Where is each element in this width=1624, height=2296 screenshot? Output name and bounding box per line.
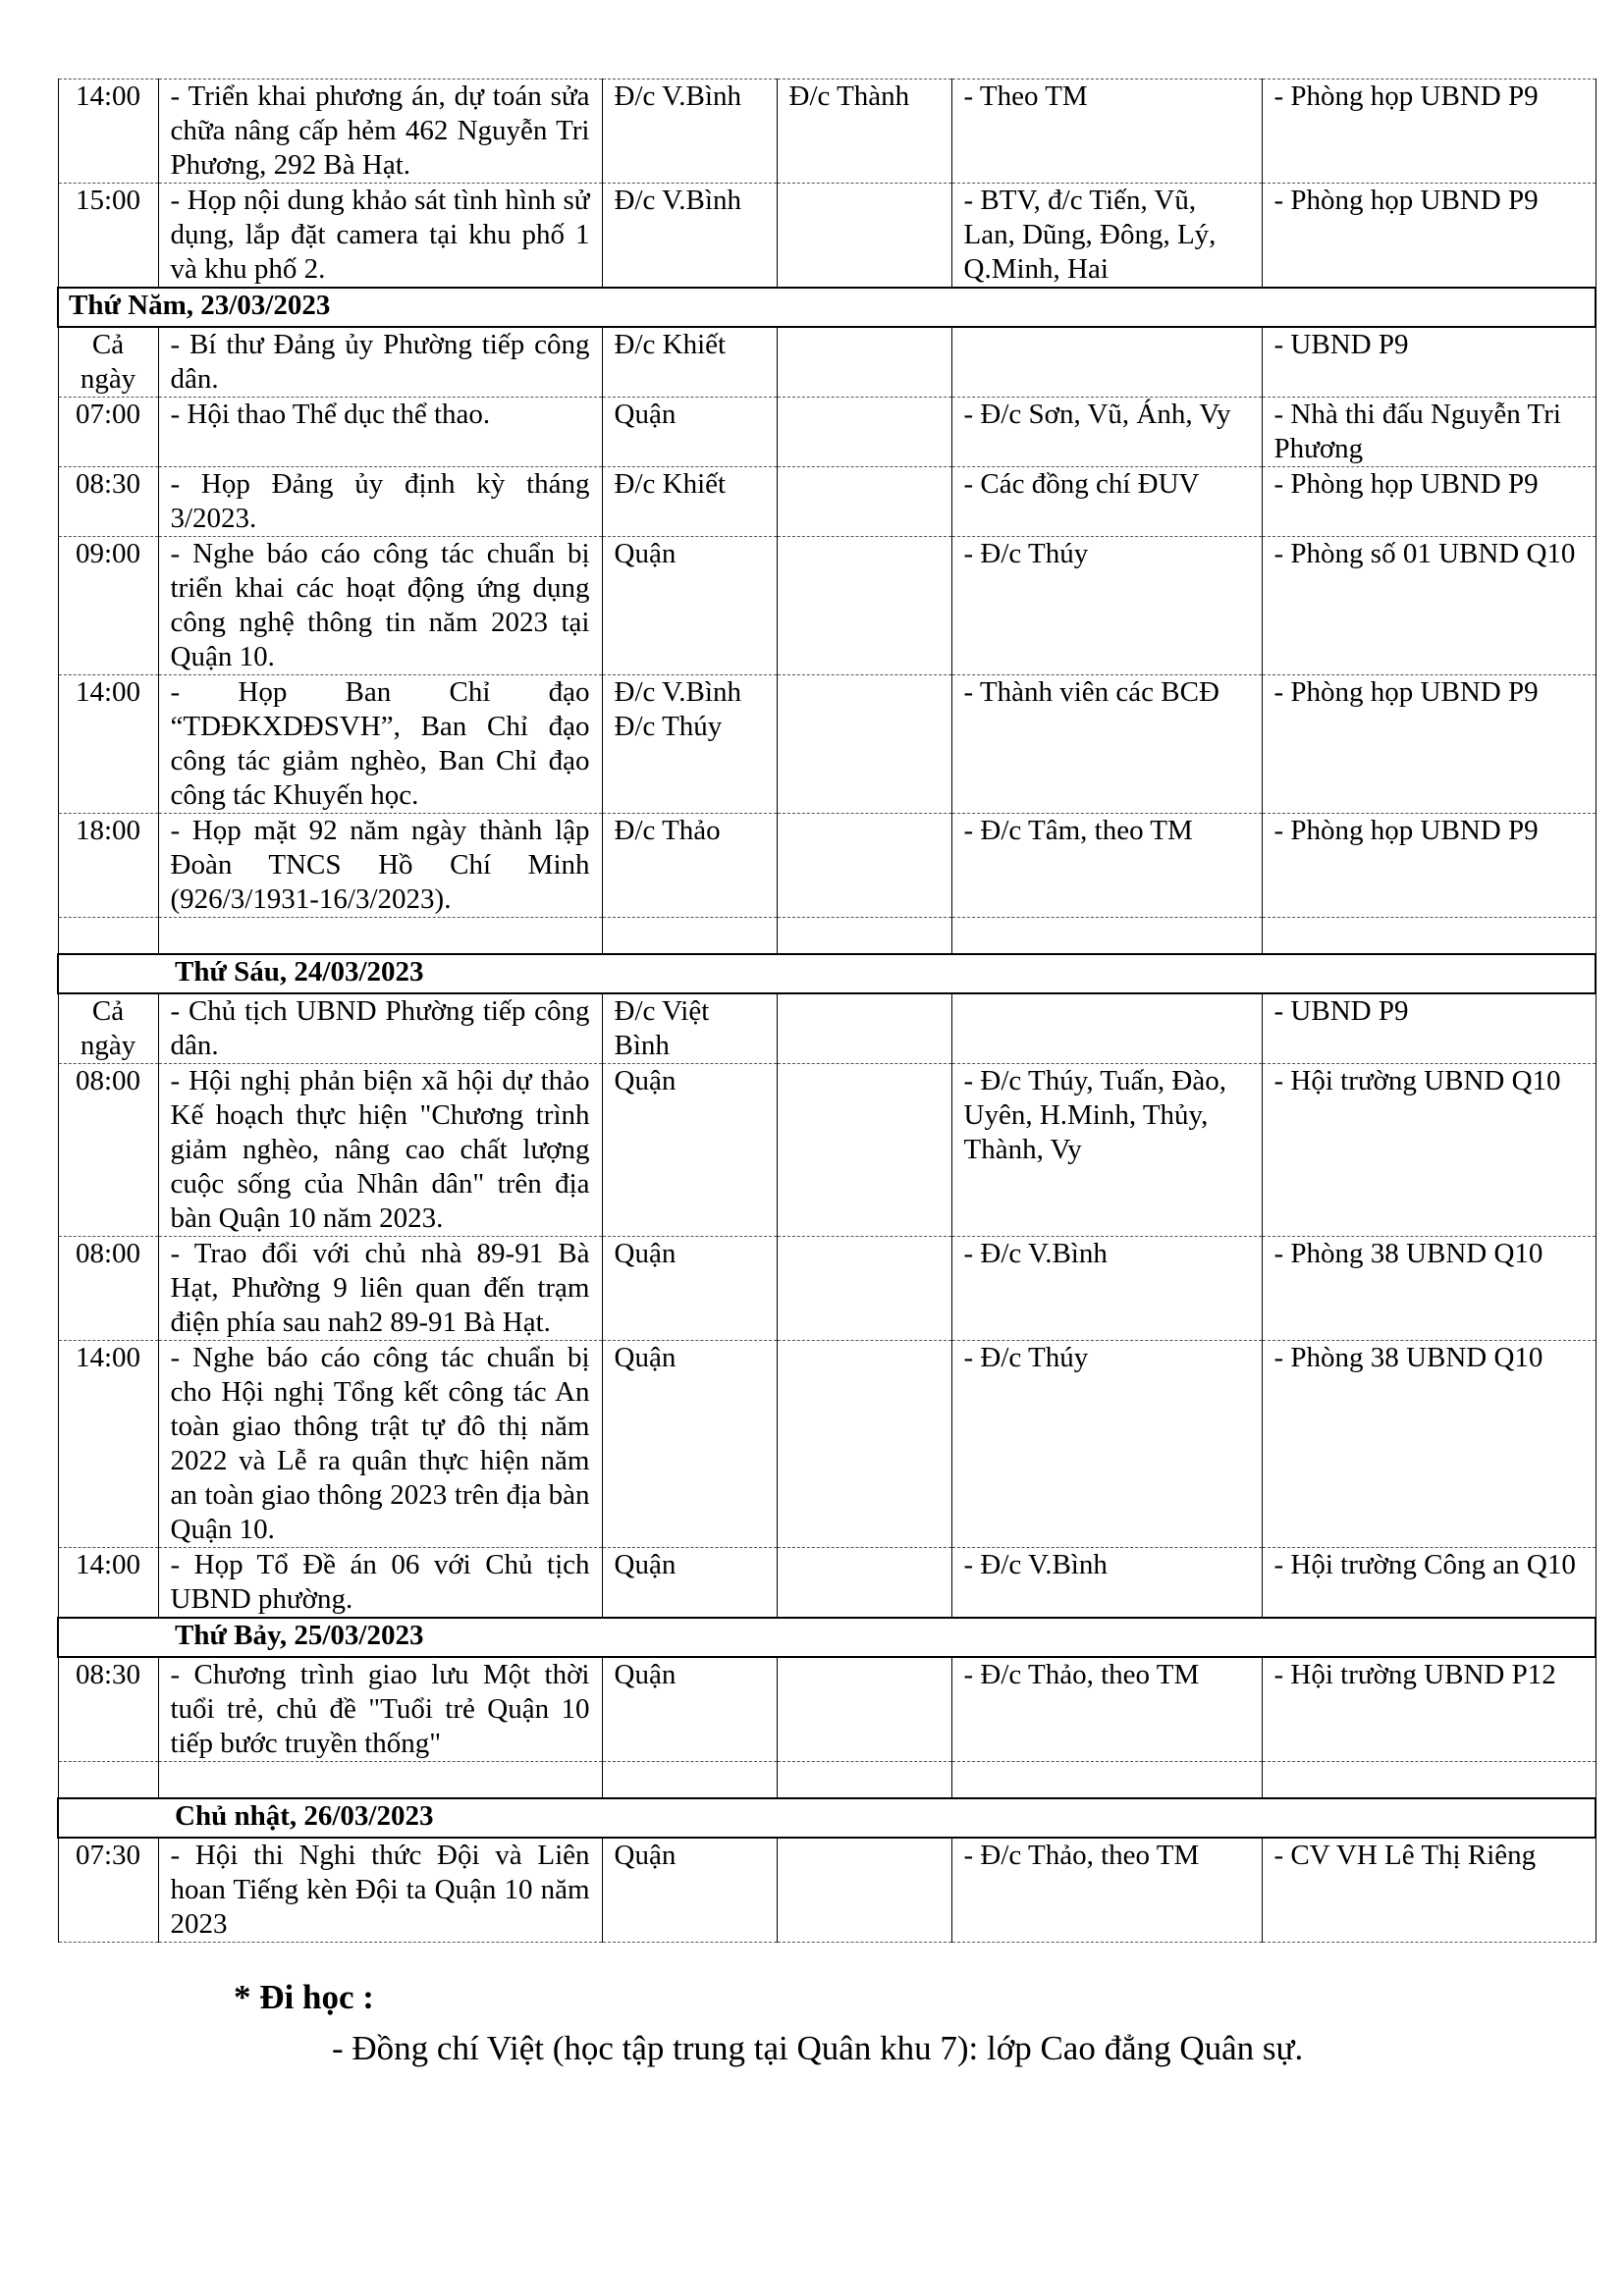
schedule-row	[58, 398, 1596, 467]
schedule-participants-cell: - Đ/c Thúy, Tuấn, Đào, Uyên, H.Minh, Thủy, Thành, Vy	[951, 1064, 1262, 1237]
schedule-time-cell: 08:30	[58, 467, 158, 537]
schedule-participants-cell: - BTV, đ/c Tiến, Vũ, Lan, Dũng, Đông, Lý, Q.Minh, Hai	[951, 184, 1262, 289]
schedule-participants-cell: - Đ/c V.Bình	[951, 1237, 1262, 1341]
schedule-lead-cell: Quận	[602, 1341, 777, 1548]
schedule-assist-cell	[777, 1657, 951, 1762]
schedule-content-cell: - Hội thao Thể dục thể thao.	[158, 398, 602, 467]
schedule-participants-cell: - Đ/c Thảo, theo TM	[951, 1657, 1262, 1762]
schedule-time-cell: 14:00	[58, 675, 158, 814]
schedule-assist-cell	[777, 993, 951, 1064]
schedule-location-cell: - Nhà thi đấu Nguyễn Tri Phương	[1262, 398, 1596, 467]
schedule-participants-cell: - Đ/c Sơn, Vũ, Ánh, Vy	[951, 398, 1262, 467]
schedule-content-cell: - Họp Đảng ủy định kỳ tháng 3/2023.	[158, 467, 602, 537]
schedule-assist-cell	[777, 1838, 951, 1943]
schedule-participants-cell: - Theo TM	[951, 80, 1262, 184]
schedule-assist-cell	[777, 398, 951, 467]
schedule-row	[58, 80, 1596, 184]
schedule-lead-cell: Đ/c V.Bình	[602, 184, 777, 289]
schedule-assist-cell: Đ/c Thành	[777, 80, 951, 184]
schedule-lead-cell: Đ/c Thảo	[602, 814, 777, 918]
schedule-participants-cell: - Đ/c V.Bình	[951, 1548, 1262, 1619]
schedule-location-cell: - Phòng họp UBND P9	[1262, 814, 1596, 918]
schedule-assist-cell	[777, 1548, 951, 1619]
schedule-lead-cell: Đ/c Việt Bình	[602, 993, 777, 1064]
schedule-time-cell: Cả ngày	[58, 327, 158, 398]
schedule-assist-cell	[777, 675, 951, 814]
schedule-participants-cell	[951, 993, 1262, 1064]
schedule-location-cell: - UBND P9	[1262, 327, 1596, 398]
schedule-assist-cell	[777, 918, 951, 955]
schedule-lead-cell: Quận	[602, 398, 777, 467]
schedule-table	[57, 79, 1597, 1943]
schedule-location-cell: - Phòng số 01 UBND Q10	[1262, 537, 1596, 675]
schedule-row	[58, 993, 1596, 1064]
schedule-participants-cell: - Đ/c Thúy	[951, 537, 1262, 675]
schedule-time-cell: 15:00	[58, 184, 158, 289]
schedule-content-cell: - Triển khai phương án, dự toán sửa chữa nâng cấp hẻm 462 Nguyễn Tri Phương, 292 Bà Hạt.	[158, 80, 602, 184]
schedule-location-cell: - Phòng 38 UBND Q10	[1262, 1237, 1596, 1341]
schedule-assist-cell	[777, 1341, 951, 1548]
schedule-lead-cell: Đ/c Khiết	[602, 467, 777, 537]
schedule-participants-cell	[951, 918, 1262, 955]
schedule-row	[58, 1657, 1596, 1762]
schedule-content-cell: - Bí thư Đảng ủy Phường tiếp công dân.	[158, 327, 602, 398]
blank-row	[58, 918, 1596, 955]
schedule-content-cell: - Họp nội dung khảo sát tình hình sử dụng, lắp đặt camera tại khu phố 1 và khu phố 2.	[158, 184, 602, 289]
schedule-location-cell: - Phòng họp UBND P9	[1262, 80, 1596, 184]
schedule-row	[58, 537, 1596, 675]
schedule-time-cell	[58, 1762, 158, 1799]
schedule-content-cell: - Nghe báo cáo công tác chuẩn bị cho Hội nghị Tổng kết công tác An toàn giao thông trật tự đô thị năm 2022 và Lễ ra quân thực hiện năm an toàn giao thông 2023 trên địa bàn Quận 10.	[158, 1341, 602, 1548]
schedule-location-cell: - Phòng họp UBND P9	[1262, 184, 1596, 289]
schedule-row	[58, 1341, 1596, 1548]
schedule-lead-cell: Quận	[602, 537, 777, 675]
schedule-content-cell: - Trao đổi với chủ nhà 89-91 Bà Hạt, Phường 9 liên quan đến trạm điện phía sau nah2 89-91 Bà Hạt.	[158, 1237, 602, 1341]
schedule-participants-cell: - Đ/c Tâm, theo TM	[951, 814, 1262, 918]
blank-row	[58, 1762, 1596, 1799]
schedule-content-cell: - Chủ tịch UBND Phường tiếp công dân.	[158, 993, 602, 1064]
schedule-location-cell: - UBND P9	[1262, 993, 1596, 1064]
schedule-content-cell: - Họp Ban Chỉ đạo “TDĐKXDĐSVH”, Ban Chỉ đạo công tác giảm nghèo, Ban Chỉ đạo công tác Khuyến học.	[158, 675, 602, 814]
schedule-lead-cell	[602, 1762, 777, 1799]
schedule-row	[58, 327, 1596, 398]
schedule-time-cell: 14:00	[58, 1341, 158, 1548]
schedule-location-cell: - Phòng 38 UBND Q10	[1262, 1341, 1596, 1548]
schedule-time-cell: 07:30	[58, 1838, 158, 1943]
day-title: Chủ nhật, 26/03/2023	[58, 1798, 1596, 1838]
schedule-row	[58, 1237, 1596, 1341]
schedule-time-cell: 14:00	[58, 80, 158, 184]
schedule-lead-cell: Quận	[602, 1657, 777, 1762]
schedule-content-cell: - Chương trình giao lưu Một thời tuổi trẻ, chủ đề "Tuổi trẻ Quận 10 tiếp bước truyền thống"	[158, 1657, 602, 1762]
schedule-time-cell: 18:00	[58, 814, 158, 918]
schedule-assist-cell	[777, 184, 951, 289]
schedule-content-cell: - Hội nghị phản biện xã hội dự thảo Kế hoạch thực hiện "Chương trình giảm nghèo, nâng cao chất lượng cuộc sống của Nhân dân" trên địa bàn Quận 10 năm 2023.	[158, 1064, 602, 1237]
schedule-time-cell: 08:30	[58, 1657, 158, 1762]
schedule-assist-cell	[777, 1762, 951, 1799]
schedule-time-cell	[58, 918, 158, 955]
schedule-location-cell: - Phòng họp UBND P9	[1262, 675, 1596, 814]
schedule-assist-cell	[777, 1237, 951, 1341]
schedule-time-cell: 14:00	[58, 1548, 158, 1619]
schedule-lead-cell: Quận	[602, 1548, 777, 1619]
schedule-participants-cell: - Đ/c Thúy	[951, 1341, 1262, 1548]
day-header-row	[58, 288, 1596, 327]
schedule-location-cell	[1262, 1762, 1596, 1799]
day-title: Thứ Sáu, 24/03/2023	[58, 954, 1596, 993]
schedule-lead-cell: Quận	[602, 1064, 777, 1237]
schedule-time-cell: 08:00	[58, 1237, 158, 1341]
day-header-row	[58, 954, 1596, 993]
schedule-row	[58, 184, 1596, 289]
schedule-content-cell: - Nghe báo cáo công tác chuẩn bị triển khai các hoạt động ứng dụng công nghệ thông tin năm 2023 tại Quận 10.	[158, 537, 602, 675]
schedule-location-cell: - Hội trường UBND Q10	[1262, 1064, 1596, 1237]
schedule-lead-cell: Quận	[602, 1237, 777, 1341]
schedule-assist-cell	[777, 1064, 951, 1237]
schedule-content-cell: - Họp mặt 92 năm ngày thành lập Đoàn TNCS Hồ Chí Minh (926/3/1931-16/3/2023).	[158, 814, 602, 918]
schedule-location-cell	[1262, 918, 1596, 955]
schedule-lead-cell	[602, 918, 777, 955]
schedule-lead-cell: Đ/c Khiết	[602, 327, 777, 398]
schedule-participants-cell	[951, 327, 1262, 398]
schedule-lead-cell: Quận	[602, 1838, 777, 1943]
schedule-assist-cell	[777, 467, 951, 537]
schedule-row	[58, 1548, 1596, 1619]
schedule-participants-cell: - Các đồng chí ĐUV	[951, 467, 1262, 537]
schedule-participants-cell: - Thành viên các BCĐ	[951, 675, 1262, 814]
schedule-time-cell: Cả ngày	[58, 993, 158, 1064]
schedule-content-cell: - Hội thi Nghi thức Đội và Liên hoan Tiếng kèn Đội ta Quận 10 năm 2023	[158, 1838, 602, 1943]
schedule-row	[58, 1838, 1596, 1943]
schedule-row	[58, 814, 1596, 918]
schedule-location-cell: - Phòng họp UBND P9	[1262, 467, 1596, 537]
schedule-content-cell	[158, 918, 602, 955]
schedule-content-cell	[158, 1762, 602, 1799]
schedule-assist-cell	[777, 814, 951, 918]
schedule-lead-cell: Đ/c V.Bình Đ/c Thúy	[602, 675, 777, 814]
schedule-time-cell: 07:00	[58, 398, 158, 467]
day-header-row	[58, 1798, 1596, 1838]
schedule-time-cell: 08:00	[58, 1064, 158, 1237]
schedule-row	[58, 467, 1596, 537]
schedule-row	[58, 1064, 1596, 1237]
schedule-participants-cell	[951, 1762, 1262, 1799]
schedule-location-cell: - CV VH Lê Thị Riêng	[1262, 1838, 1596, 1943]
schedule-row	[58, 675, 1596, 814]
notes-item: - Đồng chí Việt (học tập trung tại Quân khu 7): lớp Cao đẳng Quân sự.	[332, 2029, 1304, 2067]
schedule-time-cell: 09:00	[58, 537, 158, 675]
day-header-row	[58, 1618, 1596, 1657]
schedule-assist-cell	[777, 327, 951, 398]
schedule-assist-cell	[777, 537, 951, 675]
schedule-participants-cell: - Đ/c Thảo, theo TM	[951, 1838, 1262, 1943]
schedule-lead-cell: Đ/c V.Bình	[602, 80, 777, 184]
notes-heading: * Đi học :	[234, 1978, 374, 2016]
schedule-location-cell: - Hội trường UBND P12	[1262, 1657, 1596, 1762]
schedule-content-cell: - Họp Tổ Đề án 06 với Chủ tịch UBND phường.	[158, 1548, 602, 1619]
notes-section	[234, 1975, 1303, 2071]
day-title: Thứ Năm, 23/03/2023	[58, 288, 1596, 327]
day-title: Thứ Bảy, 25/03/2023	[58, 1618, 1596, 1657]
schedule-location-cell: - Hội trường Công an Q10	[1262, 1548, 1596, 1619]
